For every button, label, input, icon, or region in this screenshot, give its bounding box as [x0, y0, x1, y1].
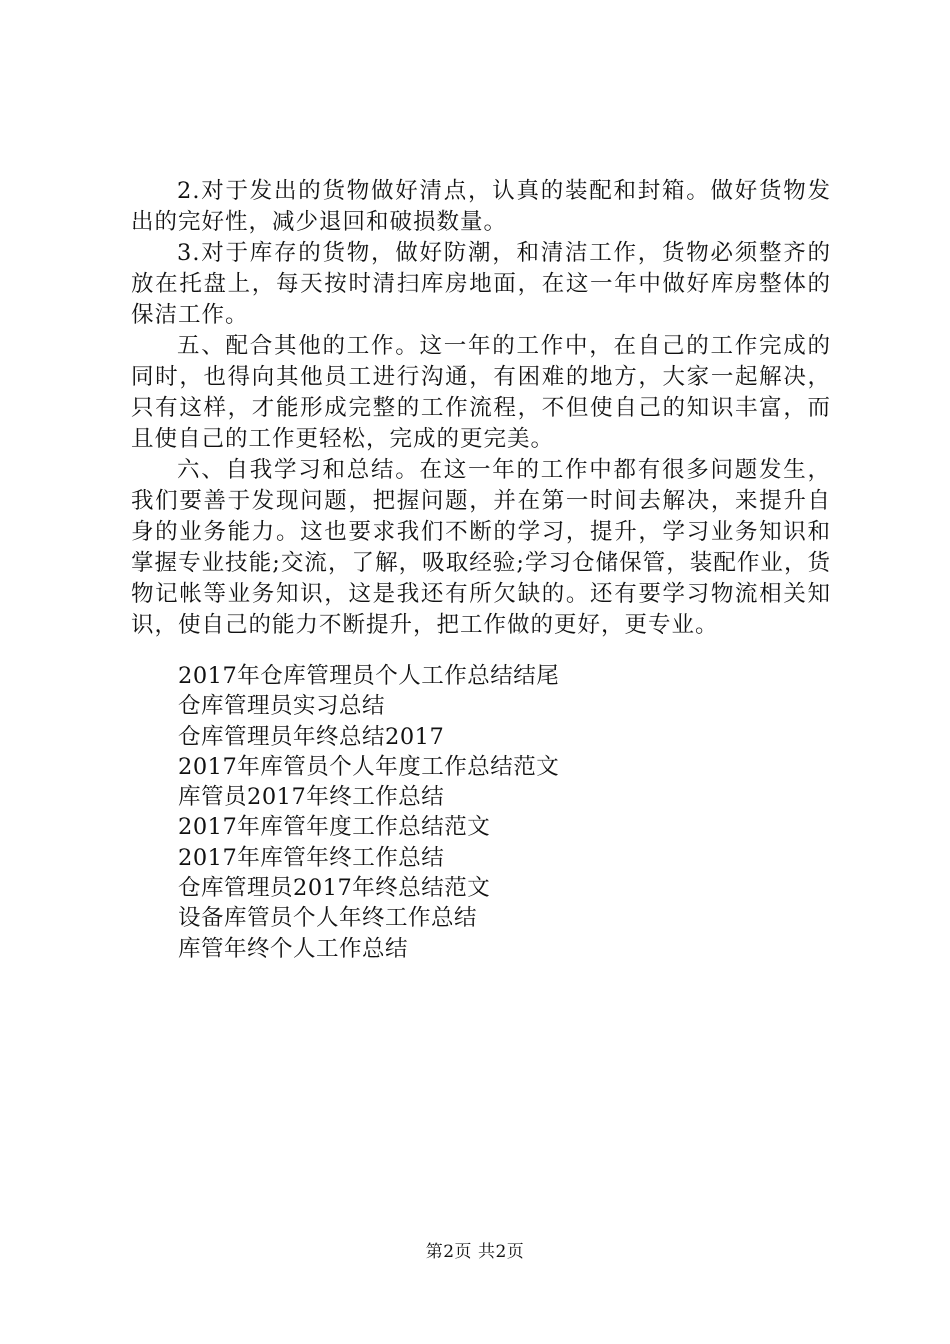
- paragraph-self-study: 六、自我学习和总结。在这一年的工作中都有很多问题发生，我们要善于发现问题，把握问题，并在第一时间去解决，来提升自身的业务能力。这也要求我们不断的学习，提升，学习业务知识和掌握专业技能;交流，了解，吸取经验;学习仓储保管，装配作业，货物记帐等业务知识，这是我还有所欠缺的。还有要学习物流相关知识，使自己的能力不断提升，把工作做的更好，更专业。: [131, 457, 831, 638]
- paragraph-inventory-care: 3.对于库存的货物，做好防潮，和清洁工作，货物必须整齐的放在托盘上，每天按时清扫库房地面，在这一年中做好库房整体的保洁工作。: [131, 240, 831, 328]
- related-article-link[interactable]: 2017年库管年度工作总结范文: [178, 814, 491, 841]
- related-article-link[interactable]: 仓库管理员年终总结2017: [178, 723, 445, 750]
- paragraph-cooperation: 五、配合其他的工作。这一年的工作中，在自己的工作完成的同时，也得向其他员工进行沟通，有困难的地方，大家一起解决，只有这样，才能形成完整的工作流程，不但使自己的知识丰富，而且使自己的工作更轻松，完成的更完美。: [131, 333, 831, 452]
- document-body: [131, 176, 831, 641]
- related-article-link[interactable]: 2017年库管员个人年度工作总结范文: [178, 753, 560, 780]
- related-article-link[interactable]: 库管年终个人工作总结: [178, 935, 409, 962]
- related-article-link[interactable]: 仓库管理员2017年终总结范文: [178, 875, 491, 902]
- related-article-link[interactable]: 库管员2017年终工作总结: [178, 784, 445, 811]
- related-article-link[interactable]: 设备库管员个人年终工作总结: [178, 905, 478, 932]
- related-article-link[interactable]: 2017年库管年终工作总结: [178, 844, 445, 871]
- page-number-indicator: 第2页 共2页: [425, 1242, 525, 1262]
- related-articles-list: [178, 661, 818, 964]
- related-article-link[interactable]: 仓库管理员实习总结: [178, 693, 386, 720]
- page-footer: [0, 1240, 950, 1264]
- related-article-link[interactable]: 2017年仓库管理员个人工作总结结尾: [178, 663, 560, 689]
- paragraph-goods-dispatch: 2.对于发出的货物做好清点，认真的装配和封箱。做好货物发出的完好性，减少退回和破损数量。: [131, 178, 831, 235]
